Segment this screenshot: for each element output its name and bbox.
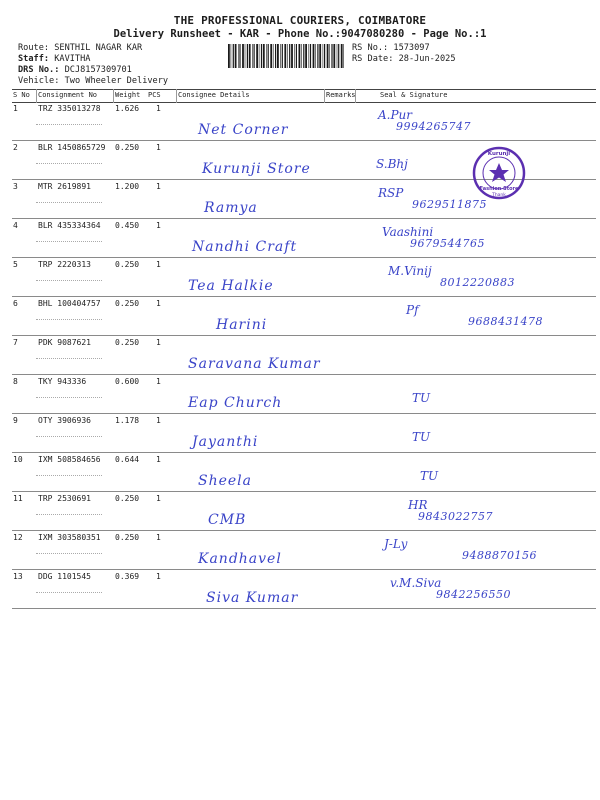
receiver-phone: 9688431478: [468, 315, 543, 328]
row-underline: [36, 358, 102, 359]
shop-seal-icon: [472, 146, 526, 200]
row-pcs: 1: [156, 260, 161, 269]
row-underline: [36, 319, 102, 320]
table-row: [12, 102, 596, 141]
stamp-bottom-text: Thank: [492, 193, 506, 198]
consignee-name: Kandhavel: [198, 551, 282, 567]
row-pcs: 1: [156, 338, 161, 347]
table-row: [12, 414, 596, 453]
receiver-signature: A.Pur: [378, 108, 413, 122]
row-sno: 12: [13, 533, 23, 542]
receiver-phone: 9679544765: [410, 237, 485, 250]
rs-no-line: [352, 43, 430, 53]
receiver-signature: S.Bhj: [376, 157, 408, 171]
receiver-phone: 9842256550: [436, 588, 511, 601]
row-consignment: TRP 2220313: [38, 260, 91, 269]
receiver-signature: TU: [420, 469, 439, 483]
divider: [176, 89, 177, 103]
row-weight: 1.178: [115, 416, 140, 425]
receiver-phone: 9629511875: [412, 198, 487, 211]
consignee-name: CMB: [208, 512, 247, 528]
rs-no-value: 1573097: [393, 43, 430, 53]
row-underline: [36, 436, 102, 437]
consignee-name: Net Corner: [198, 122, 289, 138]
row-sno: 4: [13, 221, 18, 230]
staff-value: KAVITHA: [54, 54, 91, 64]
consignee-name: Nandhi Craft: [192, 239, 298, 255]
receiver-signature: Vaashini: [382, 225, 434, 239]
row-sno: 7: [13, 338, 18, 347]
receiver-signature: RSP: [378, 186, 404, 200]
route-line: [18, 43, 142, 53]
row-pcs: 1: [156, 533, 161, 542]
row-underline: [36, 241, 102, 242]
table-row: [12, 336, 596, 375]
divider: [113, 89, 114, 103]
consignee-name: Saravana Kumar: [188, 356, 321, 372]
row-consignment: PDK 9087621: [38, 338, 91, 347]
table-row: [12, 375, 596, 414]
table-row: [12, 453, 596, 492]
row-weight: 0.250: [115, 533, 140, 542]
consignee-name: Tea Halkie: [188, 278, 274, 294]
drs-value: DCJ8157309701: [64, 65, 132, 75]
row-weight: 0.250: [115, 143, 140, 152]
consignee-name: Eap Church: [188, 395, 283, 411]
col-consignee: Consignee Details: [178, 91, 250, 99]
row-pcs: 1: [156, 572, 161, 581]
row-underline: [36, 163, 102, 164]
row-underline: [36, 592, 102, 593]
table-row: [12, 531, 596, 570]
receiver-phone: 9488870156: [462, 549, 537, 562]
row-pcs: 1: [156, 494, 161, 503]
row-consignment: TRP 2530691: [38, 494, 91, 503]
row-consignment: IXM 303580351: [38, 533, 101, 542]
row-sno: 2: [13, 143, 18, 152]
row-weight: 1.200: [115, 182, 140, 191]
row-underline: [36, 514, 102, 515]
row-weight: 0.250: [115, 260, 140, 269]
receiver-signature: Pf: [406, 303, 419, 317]
row-weight: 0.250: [115, 299, 140, 308]
consignee-name: Sheela: [198, 473, 253, 489]
row-pcs: 1: [156, 182, 161, 191]
consignee-name: Jayanthi: [192, 434, 259, 450]
col-seal: Seal & Signature: [380, 91, 448, 99]
row-sno: 13: [13, 572, 23, 581]
table-row: [12, 492, 596, 531]
receiver-signature: HR: [408, 498, 428, 512]
row-underline: [36, 124, 102, 125]
table-row: [12, 570, 596, 609]
receiver-signature: v.M.Siva: [390, 576, 442, 590]
company-name: THE PROFESSIONAL COURIERS, COIMBATORE: [173, 14, 427, 27]
row-sno: 11: [13, 494, 23, 503]
row-weight: 0.250: [115, 494, 140, 503]
row-underline: [36, 202, 102, 203]
barcode-icon: [228, 44, 344, 68]
table-row: [12, 219, 596, 258]
row-consignment: TKY 943336: [38, 377, 87, 386]
col-consignment: Consignment No: [38, 91, 98, 99]
row-weight: 0.600: [115, 377, 140, 386]
row-pcs: 1: [156, 416, 161, 425]
row-sno: 9: [13, 416, 18, 425]
receiver-signature: TU: [412, 430, 431, 444]
row-pcs: 1: [156, 104, 161, 113]
receiver-phone: 8012220883: [440, 276, 515, 289]
rs-date-value: 28-Jun-2025: [398, 54, 456, 64]
receiver-signature: TU: [412, 391, 431, 405]
staff-label: Staff:: [18, 54, 50, 64]
row-pcs: 1: [156, 455, 161, 464]
row-weight: 1.626: [115, 104, 140, 113]
row-weight: 0.644: [115, 455, 140, 464]
row-sno: 1: [13, 104, 18, 113]
rs-date-line: [352, 54, 456, 64]
stamp-middle-text: Fashion Store: [479, 186, 519, 192]
col-weight: Weight: [115, 91, 141, 99]
route-label: Route:: [18, 43, 50, 53]
vehicle-label: Vehicle:: [18, 76, 60, 86]
row-sno: 6: [13, 299, 18, 308]
row-underline: [36, 397, 102, 398]
table-row: [12, 297, 596, 336]
col-remarks: Remarks: [326, 91, 356, 99]
receiver-signature: M.Vinij: [388, 264, 432, 278]
receiver-signature: J-Ly: [384, 537, 408, 551]
table-header: [12, 89, 596, 103]
row-underline: [36, 553, 102, 554]
consignee-name: Siva Kumar: [206, 590, 299, 606]
divider: [324, 89, 325, 103]
row-pcs: 1: [156, 221, 161, 230]
runsheet-subtitle: Delivery Runsheet - KAR - Phone No.:9047080280 - Page No.:1: [113, 28, 487, 40]
row-consignment: DDG 1101545: [38, 572, 91, 581]
consignee-name: Ramya: [204, 200, 258, 216]
consignee-name: Harini: [216, 317, 268, 333]
row-underline: [36, 475, 102, 476]
vehicle-line: [18, 76, 168, 86]
receiver-phone: 9994265747: [396, 120, 471, 133]
divider: [36, 89, 37, 103]
row-underline: [36, 280, 102, 281]
row-weight: 0.369: [115, 572, 140, 581]
row-consignment: BHL 100404757: [38, 299, 101, 308]
row-consignment: IXM 508584656: [38, 455, 101, 464]
row-sno: 5: [13, 260, 18, 269]
row-consignment: BLR 1450865729: [38, 143, 106, 152]
rs-no-label: RS No.:: [352, 43, 389, 53]
consignee-name: Kurunji Store: [202, 161, 311, 177]
rs-date-label: RS Date:: [352, 54, 394, 64]
row-weight: 0.250: [115, 338, 140, 347]
row-consignment: TRZ 335013278: [38, 104, 101, 113]
receiver-phone: 9843022757: [418, 510, 493, 523]
row-consignment: OTY 3906936: [38, 416, 91, 425]
route-value: SENTHIL NAGAR KAR: [54, 43, 143, 53]
divider: [355, 89, 356, 103]
col-pcs: PCS: [148, 91, 161, 99]
row-pcs: 1: [156, 377, 161, 386]
staff-line: [18, 54, 90, 64]
stamp-top-text: Kurunji: [487, 151, 511, 157]
row-weight: 0.450: [115, 221, 140, 230]
row-pcs: 1: [156, 143, 161, 152]
drs-line: [18, 65, 132, 75]
row-sno: 3: [13, 182, 18, 191]
vehicle-value: Two Wheeler Delivery: [64, 76, 169, 86]
row-consignment: MTR 2619891: [38, 182, 91, 191]
table-row: [12, 258, 596, 297]
drs-label: DRS No.:: [18, 65, 60, 75]
row-pcs: 1: [156, 299, 161, 308]
row-sno: 10: [13, 455, 23, 464]
row-sno: 8: [13, 377, 18, 386]
row-consignment: BLR 435334364: [38, 221, 101, 230]
col-sno: S No: [13, 91, 30, 99]
